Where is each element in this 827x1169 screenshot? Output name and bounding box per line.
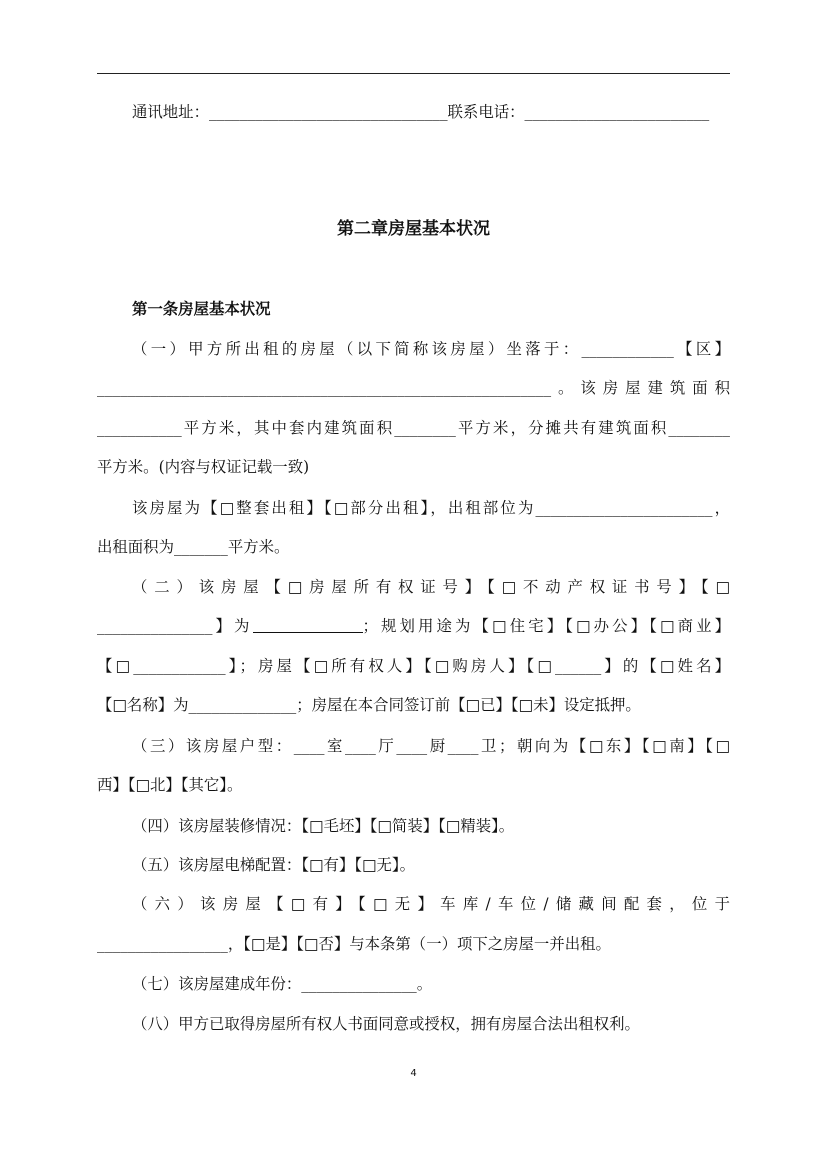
p7-line1: （六）该房屋【□有】【□无】车库/车位/储藏间配套，位于: [132, 895, 730, 913]
address-blank: _______________________________: [208, 103, 448, 121]
p4-line2: 西】【□北】【其它】。: [97, 776, 243, 794]
p1-line4: 平方米。(内容与权证记载一致): [97, 458, 310, 476]
p5: （四）该房屋装修情况：【□毛坯】【□简装】【□精装】。: [132, 817, 515, 835]
p7-line2: _________________，【□是】【□否】与本条第（一）项下之房屋一并出租。: [97, 935, 611, 953]
p9: （八）甲方已取得房屋所有权人书面同意或授权，拥有房屋合法出租权利。: [132, 1015, 640, 1033]
p1-line3: ___________平方米，其中套内建筑面积________平方米，分摊共有建筑面积________: [97, 419, 730, 437]
header-rule: [97, 73, 730, 74]
cert-number-blank: [253, 615, 363, 633]
p2-line2: 出租面积为_______平方米。: [97, 538, 290, 556]
p6: （五）该房屋电梯配置：【□有】【□无】。: [132, 856, 416, 874]
p3-line4: 【□名称】为______________；房屋在本合同签订前【□已】【□未】设定抵押。: [97, 696, 641, 714]
p3-line1: （二）该房屋【□房屋所有权证号】【□不动产权证书号】【□: [132, 578, 730, 596]
p1-line2: ___________________________________________________________。该房屋建筑面积: [97, 379, 730, 397]
p8: （七）该房屋建成年份：_______________。: [132, 975, 433, 993]
p3-line3: 【□____________】；房屋【□所有权人】【□购房人】【□______】的【□姓名】: [97, 657, 730, 675]
p3-line2: [97, 614, 730, 638]
p1-line1: （一）甲方所出租的房屋（以下简称该房屋）坐落于：____________【区】: [132, 340, 730, 358]
address-label: 通讯地址：: [132, 103, 209, 121]
p4-line1: （三）该房屋户型：____室____厅____厨____卫；朝向为【□东】【□南】【□: [132, 737, 730, 755]
contact-line: [132, 100, 730, 124]
p2-line1: 该房屋为【□整套出租】【□部分出租】，出租部位为_______________________，: [132, 499, 730, 517]
phone-blank: ________________________: [524, 103, 710, 121]
phone-label: 联系电话：: [447, 103, 525, 121]
p3-line2-start: _______________】为: [97, 617, 253, 635]
chapter-title: 第二章房屋基本状况: [337, 219, 490, 239]
p3-line2-end: ；规划用途为【□住宅】【□办公】【□商业】: [362, 617, 730, 635]
page-number: 4: [410, 1068, 417, 1079]
article-title: 第一条房屋基本状况: [132, 300, 271, 318]
